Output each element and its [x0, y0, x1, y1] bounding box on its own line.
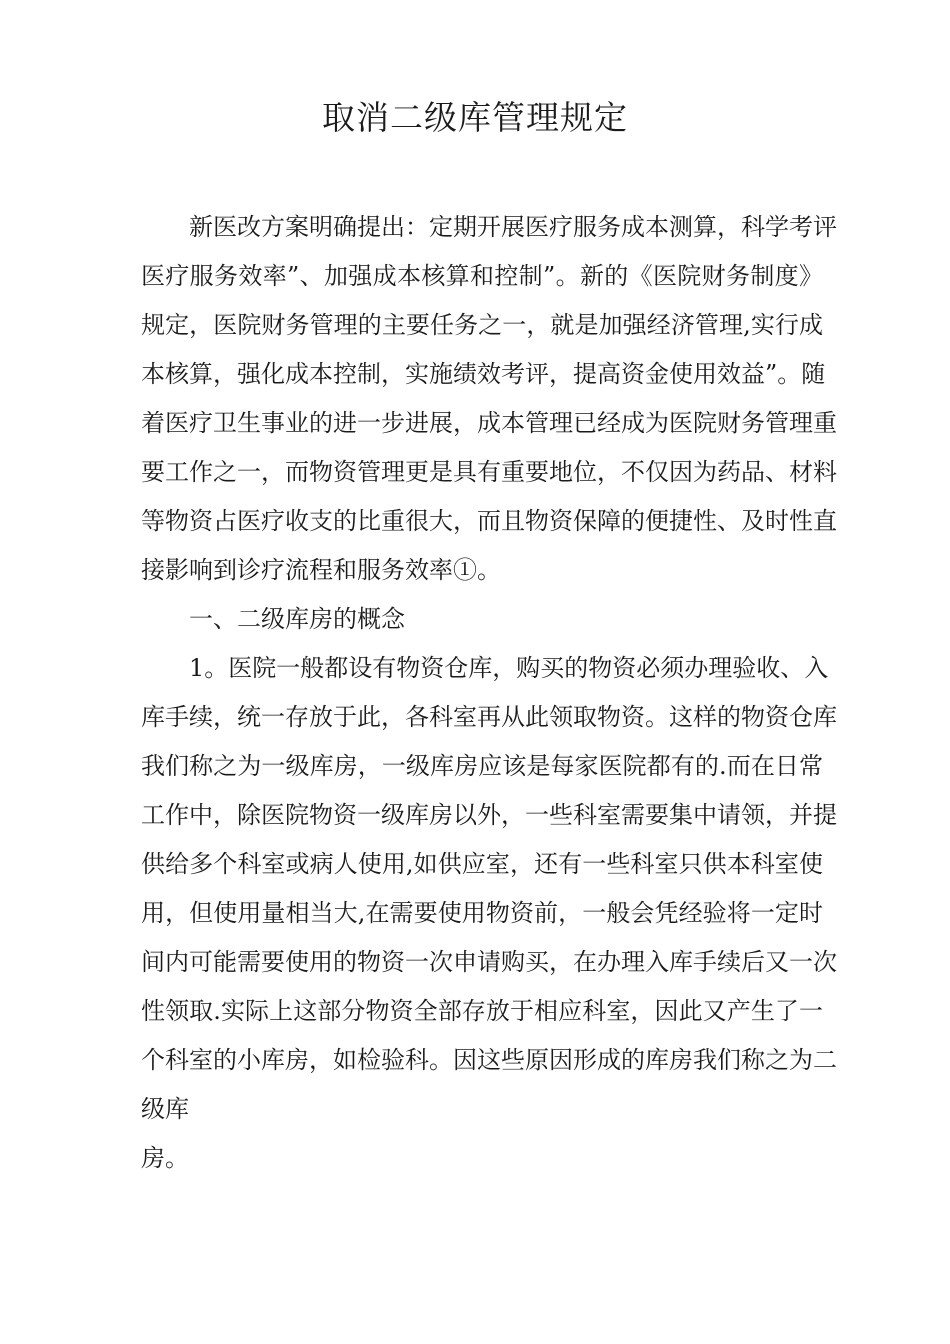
- text-line: 本核算，强化成本控制，实施绩效考评，提高资金使用效益”。随: [141, 360, 826, 388]
- document-body: [141, 203, 837, 1183]
- paragraph-concept: [141, 644, 837, 1134]
- text-line: 用，但使用量相当大,在需要使用物资前，一般会凭经验将一定时: [141, 899, 823, 927]
- section-heading: 一、二级库房的概念: [189, 605, 405, 633]
- text-line: 间内可能需要使用的物资一次申请购买，在办理入库手续后又一次: [141, 948, 837, 976]
- text-line: 供给多个科室或病人使用,如供应室，还有一些科室只供本科室使: [141, 850, 823, 878]
- text-line: 新医改方案明确提出：定期开展医疗服务成本测算，科学考评: [189, 213, 837, 241]
- text-line: 医疗服务效率”、加强成本核算和控制”。新的《医院财务制度》: [141, 262, 823, 290]
- text-line: 等物资占医疗收支的比重很大，而且物资保障的便捷性、及时性直: [141, 507, 837, 535]
- text-line: 库手续，统一存放于此，各科室再从此领取物资。这样的物资仓库: [141, 703, 837, 731]
- paragraph-continuation: 房。: [141, 1144, 189, 1172]
- paragraph-intro: [141, 203, 837, 595]
- text-line: 我们称之为一级库房，一级库房应该是每家医院都有的.而在日常: [141, 752, 823, 780]
- document-title: 取消二级库管理规定: [322, 98, 628, 137]
- text-line: 个科室的小库房，如检验科。因这些原因形成的库房我们称之为二: [141, 1046, 837, 1074]
- text-line: 性领取.实际上这部分物资全部存放于相应科室，因此又产生了一: [141, 997, 823, 1025]
- text-line: 1。医院一般都设有物资仓库，购买的物资必须办理验收、入: [189, 654, 829, 682]
- text-line: 规定，医院财务管理的主要任务之一，就是加强经济管理,实行成: [141, 311, 823, 339]
- text-line: 要工作之一，而物资管理更是具有重要地位，不仅因为药品、材料: [141, 458, 837, 486]
- text-line: 级库: [141, 1095, 189, 1123]
- text-line: 接影响到诊疗流程和服务效率①。: [141, 556, 501, 584]
- text-line: 工作中，除医院物资一级库房以外，一些科室需要集中请领，并提: [141, 801, 837, 829]
- text-line: 着医疗卫生事业的进一步进展，成本管理已经成为医院财务管理重: [141, 409, 837, 437]
